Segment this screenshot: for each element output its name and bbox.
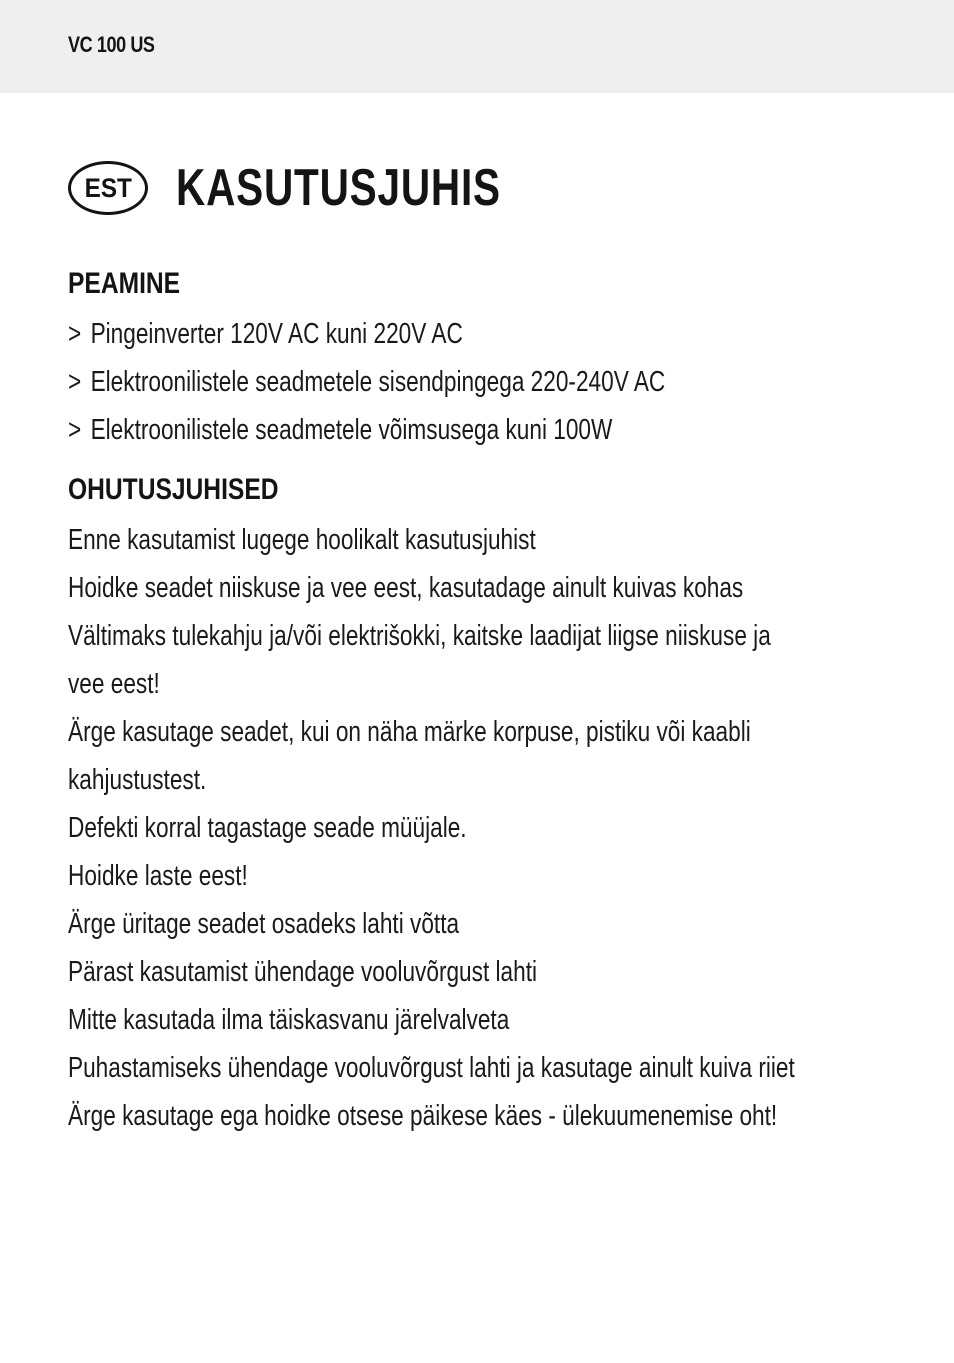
bullet-marker: > — [68, 318, 82, 350]
bullet-marker: > — [68, 366, 82, 398]
page-title: KASUTUSJUHIS — [176, 159, 501, 217]
list-item-text: Pingeinverter 120V AC kuni 220V AC — [90, 318, 463, 350]
safety-line: Hoidke laste eest! — [68, 860, 248, 892]
safety-line: Hoidke seadet niiskuse ja vee eest, kasutadage ainult kuivas kohas — [68, 572, 744, 604]
safety-line: Mitte kasutada ilma täiskasvanu järelvalveta — [68, 1004, 510, 1036]
safety-line: Ärge kasutage ega hoidke otsese päikese käes - ülekuumenemise oht! — [68, 1100, 778, 1132]
list-item — [68, 310, 715, 358]
section-heading-main: PEAMINE — [68, 267, 181, 300]
safety-instructions — [68, 516, 898, 1140]
safety-line: Pärast kasutamist ühendage vooluvõrgust lahti — [68, 956, 538, 988]
safety-line: Enne kasutamist lugege hoolikalt kasutusjuhist — [68, 524, 536, 556]
safety-line: Ärge kasutage seadet, kui on näha märke korpuse, pistiku või kaabli — [68, 716, 751, 748]
safety-line: Ärge üritage seadet osadeks lahti võtta — [68, 908, 460, 940]
language-badge-label: EST — [84, 172, 132, 203]
header-bar — [0, 0, 954, 93]
list-item — [68, 406, 715, 454]
safety-line: Vältimaks tulekahju ja/või elektrišokki, kaitske laadijat liigse niiskuse ja — [68, 620, 771, 652]
bullet-marker: > — [68, 414, 82, 446]
title-row — [68, 152, 593, 224]
safety-line: Puhastamiseks ühendage vooluvõrgust lahti ja kasutage ainult kuiva riiet — [68, 1052, 795, 1084]
model-code: VC 100 US — [68, 32, 155, 57]
list-item-text: Elektroonilistele seadmetele võimsusega kuni 100W — [90, 414, 613, 446]
list-item — [68, 358, 715, 406]
main-features-list — [68, 310, 898, 454]
safety-line: Defekti korral tagastage seade müüjale. — [68, 812, 467, 844]
language-badge-icon — [68, 161, 148, 215]
document-body — [68, 258, 898, 1140]
safety-line: kahjustustest. — [68, 764, 207, 796]
safety-line: vee eest! — [68, 668, 160, 700]
section-heading-safety: OHUTUSJUHISED — [68, 473, 279, 506]
list-item-text: Elektroonilistele seadmetele sisendpingega 220-240V AC — [90, 366, 666, 398]
